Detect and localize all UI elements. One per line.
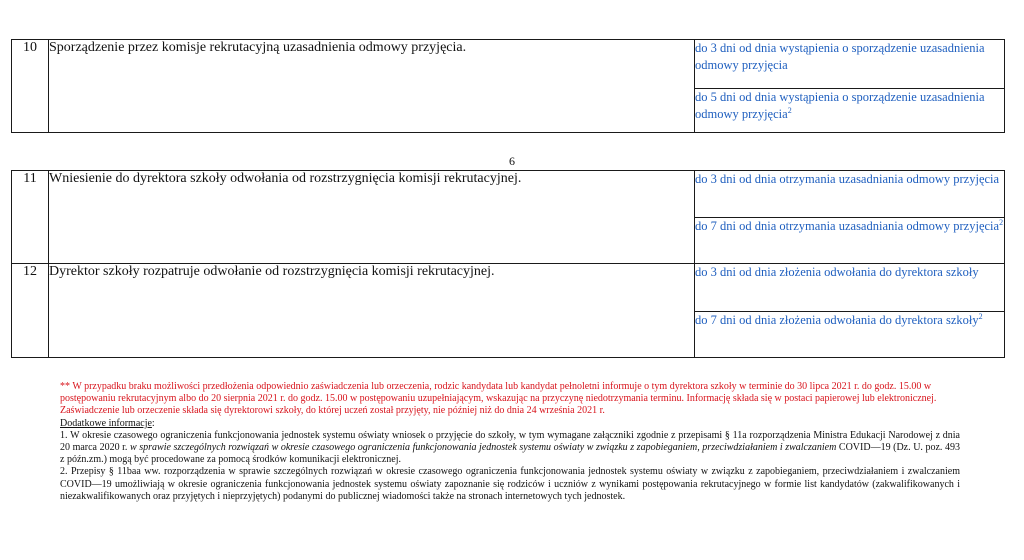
table-row: [12, 171, 1005, 218]
deadline-text: do 3 dni od dnia wystąpienia o sporządzenie uzasadnienia odmowy przyjęcia: [695, 41, 985, 72]
row-number: 10: [12, 40, 49, 133]
deadline-text: do 5 dni od dnia wystąpienia o sporządzenie uzasadnienia odmowy przyjęcia: [695, 90, 985, 121]
schedule-table-bottom: [11, 170, 1005, 358]
deadline-text: do 7 dni od dnia złożenia odwołania do dyrektora szkoły: [695, 313, 979, 327]
deadline-text: do 7 dni od dnia otrzymania uzasadniania odmowy przyjęcia: [695, 219, 1000, 233]
row-description: Dyrektor szkoły rozpatruje odwołanie od rozstrzygnięcia komisji rekrutacyjnej.: [49, 264, 695, 358]
info-item-1: 1. W okresie czasowego ograniczenia funkcjonowania jednostek systemu oświaty wniosek o przyjęcie do szkoły, w tym wymagane załączniki zgodnie z przepisami § 11a rozporządzenia Ministra Edukacji Narodowej z dnia 20 marca 2020 r. w sprawie szczególnych rozwiązań w okresie czasowego ograniczenia funkcjonowania jednostek systemu oświaty w związku z zapobieganiem, przeciwdziałaniem i zwalczaniem COVID—19 (Dz. U. poz. 493 z późn.zm.) mogą być procedowane za pomocą środków komunikacji elektronicznej.: [60, 429, 960, 466]
footnote-marker: 2: [999, 217, 1004, 227]
additional-info-heading: Dodatkowe informacje:: [60, 417, 155, 429]
deadline-cell: [695, 89, 1005, 133]
notes-section: [60, 381, 960, 503]
deadline-cell: [695, 264, 1005, 312]
info-item-2: 2. Przepisy § 11baa ww. rozporządzenia w sprawie szczególnych rozwiązań w okresie czasowego ograniczenia funkcjonowania jednostek systemu oświaty w związku z zapobieganiem, przeciwdziałaniem i zwalczaniem COVID—19 umożliwiają w okresie ograniczenia funkcjonowania jednostek systemu oświaty zapoznanie się rodziców i uczniów z wynikami postępowania rekrutacyjnego w formie list kandydatów (zakwalifikowanych i niezakwalifikowanych oraz przyjętych i nieprzyjętych) podanymi do publicznej wiadomości także na stronach internetowych tych jednostek.: [60, 466, 960, 502]
row-number: 11: [12, 171, 49, 264]
deadline-cell: [695, 312, 1005, 358]
footnote-marker: 2: [978, 311, 983, 321]
schedule-table-top: [11, 39, 1005, 133]
deadline-cell: [695, 171, 1005, 218]
table-row: [12, 264, 1005, 312]
deadline-text: do 3 dni od dnia złożenia odwołania do dyrektora szkoły: [695, 265, 979, 279]
row-description: Sporządzenie przez komisje rekrutacyjną uzasadnienia odmowy przyjęcia.: [49, 40, 695, 133]
table-row: [12, 40, 1005, 89]
deadline-text: do 3 dni od dnia otrzymania uzasadniania odmowy przyjęcia: [695, 172, 1000, 186]
deadline-cell: [695, 218, 1005, 264]
red-footnote: ** W przypadku braku możliwości przedłożenia odpowiednio zaświadczenia lub orzeczenia, rodzic kandydata lub kandydat pełnoletni informuje o tym dyrektora szkoły w terminie do 30 lipca 2021 r. do godz. 15.00 w postępowaniu rekrutacyjnym albo do 20 sierpnia 2021 r. do godz. 15.00 w postępowaniu uzupełniającym, wskazując na przyczynę niedotrzymania terminu. Informację składa się w postaci papierowej lub elektronicznej. Zaświadczenie lub orzeczenie składa się dyrektorowi szkoły, do której uczeń został przyjęty, nie później niż do dnia 24 września 2021 r.: [60, 381, 937, 417]
footnote-marker: 2: [787, 105, 792, 115]
row-description: Wniesienie do dyrektora szkoły odwołania od rozstrzygnięcia komisji rekrutacyjnej.: [49, 171, 695, 264]
row-number: 12: [12, 264, 49, 358]
deadline-cell: [695, 40, 1005, 89]
page-number: 6: [509, 154, 515, 168]
